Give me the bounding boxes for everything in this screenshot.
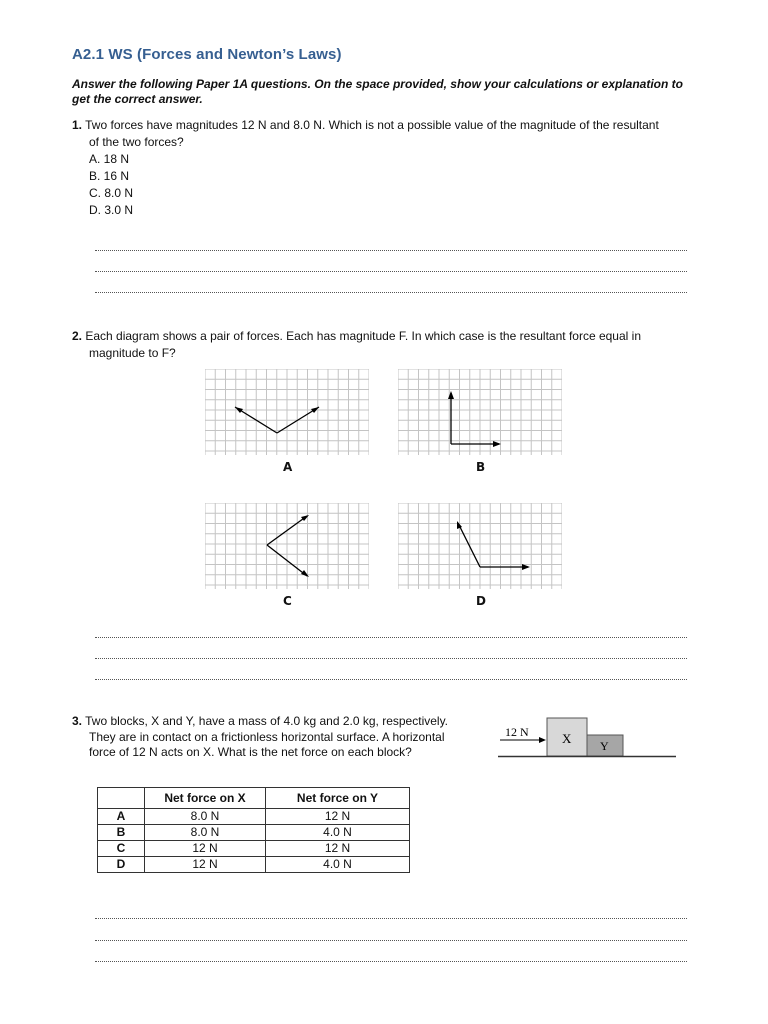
table-cell: 8.0 N (145, 809, 266, 825)
table-header: Net force on X (145, 788, 266, 809)
row-label: D (98, 857, 145, 873)
question-text: Each diagram shows a pair of forces. Each has magnitude F. In which case is the resultant force equal in (85, 329, 641, 343)
answer-line (95, 918, 687, 919)
question-text: Two forces have magnitudes 12 N and 8.0 N. Which is not a possible value of the magnitude of the resultant (85, 118, 659, 132)
force-diagram-b (398, 369, 562, 455)
row-label: A (98, 809, 145, 825)
table-cell: 4.0 N (266, 857, 410, 873)
force-label: 12 N (505, 725, 529, 739)
question-text-cont: of the two forces? (89, 135, 184, 149)
answer-line (95, 961, 687, 962)
question-number: 3. (72, 714, 83, 728)
force-diagram-d (398, 503, 562, 589)
diagram-label-d: D (476, 594, 486, 608)
table-row (98, 857, 410, 873)
question-1 (72, 117, 712, 219)
answer-options-table (97, 787, 410, 873)
question-text-cont: force of 12 N acts on X. What is the net force on each block? (89, 745, 412, 759)
instructions: Answer the following Paper 1A questions. On the space provided, show your calculations or explanation to get the correct answer. (72, 77, 683, 106)
table-cell: 12 N (145, 857, 266, 873)
table-cell: 8.0 N (145, 825, 266, 841)
table-cell: 12 N (266, 841, 410, 857)
question-2 (72, 328, 712, 362)
table-cell: 4.0 N (266, 825, 410, 841)
answer-line (95, 679, 687, 680)
row-label: B (98, 825, 145, 841)
table-row (98, 825, 410, 841)
diagram-label-b: B (476, 460, 486, 474)
block-x-label: X (562, 731, 572, 746)
table-row (98, 841, 410, 857)
option-b: B. 16 N (89, 169, 130, 183)
diagram-label-a: A (283, 460, 293, 474)
block-y-label: Y (600, 739, 609, 753)
table-row (98, 809, 410, 825)
answer-line (95, 271, 687, 272)
option-c: C. 8.0 N (89, 186, 134, 200)
answer-line (95, 940, 687, 941)
question-number: 1. (72, 118, 83, 132)
question-text-cont: They are in contact on a frictionless horizontal surface. A horizontal (89, 729, 445, 744)
answer-line (95, 658, 687, 659)
table-header: Net force on Y (266, 788, 410, 809)
blocks-figure (496, 716, 678, 760)
force-diagram-a (205, 369, 369, 455)
question-text: Two blocks, X and Y, have a mass of 4.0 kg and 2.0 kg, respectively. (85, 714, 449, 728)
table-cell: 12 N (145, 841, 266, 857)
answer-line (95, 250, 687, 251)
question-text-cont: magnitude to F? (89, 346, 176, 360)
worksheet-title: A2.1 WS (Forces and Newton’s Laws) (72, 46, 342, 63)
question-number: 2. (72, 329, 83, 343)
answer-line (95, 637, 687, 638)
answer-line (95, 292, 687, 293)
table-header (98, 788, 145, 809)
table-header-row (98, 788, 410, 809)
row-label: C (98, 841, 145, 857)
option-d: D. 3.0 N (89, 203, 134, 217)
force-diagram-c (205, 503, 369, 589)
question-3 (72, 714, 492, 761)
table-cell: 12 N (266, 809, 410, 825)
option-a: A. 18 N (89, 152, 130, 166)
diagram-label-c: C (283, 594, 292, 608)
